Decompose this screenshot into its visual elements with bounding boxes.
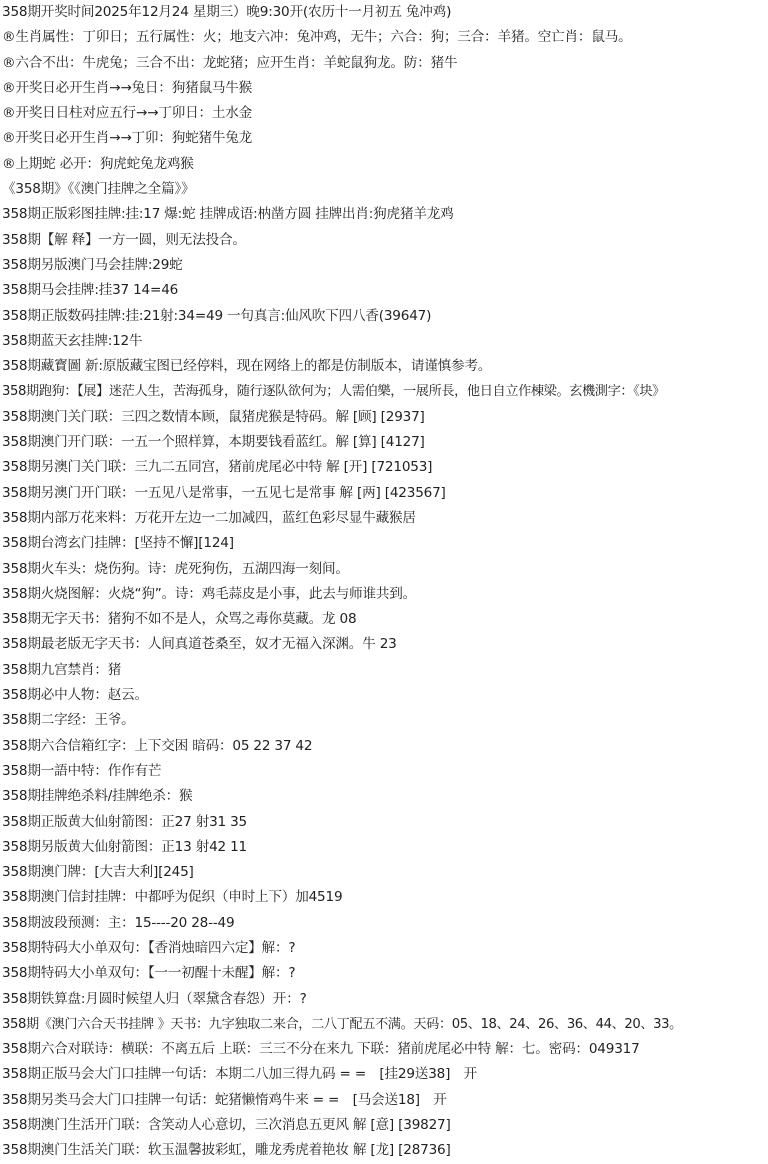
gate-plate-line: 358期正版马会大门口挂牌一句话：本期二八加三得九码 = = [挂29送38] 开 <box>2 1066 477 1083</box>
fire-picture-line: 358期火烧图解：火烧“狗”。诗：鸡毛蒜皮是小事，此去与师谁共到。 <box>2 585 417 602</box>
draw-time-line: 358期开奖时间2025年12月24 星期三）晚9:30开(农历十一月初五 兔冲鸡) <box>2 4 452 20</box>
rabbit-day-line: ®开奖日必开生肖→→兔日：狗猪鼠马牛猴 <box>2 79 253 96</box>
band-forecast-line: 358期波段预测：主：15----20 28--49 <box>2 914 235 931</box>
heaven-book-line: 358期《澳门六合天书挂牌 》天书：九字独取二来合，二八丁配五不满。天码：05、18、24、26、36、44、20、33。 <box>2 1016 682 1032</box>
internal-flowers-line: 358期内部万花来料：万花开左边一二加减四，蓝红色彩尽显牛藏猴居 <box>2 509 416 526</box>
one-word-line: 358期一語中特：作作有芒 <box>2 762 162 779</box>
train-head-line: 358期火车头：烧伤狗。诗：虎死狗伤，五湖四海一刻间。 <box>2 560 349 577</box>
mailbox-red-line: 358期六合信箱红字：上下交困 暗码：05 22 37 42 <box>2 737 313 754</box>
alt-gate-plate-line: 358期另类马会大门口挂牌一句话：蛇猪懒惰鸡牛来 = = [马会送18] 开 <box>2 1091 447 1108</box>
plate-kill-line: 358期挂牌绝杀料/挂牌绝杀：猴 <box>2 788 193 805</box>
zodiac-attribute-line: ®生肖属性：丁卯日；五行属性：火；地支六冲：兔冲鸡，无牛；六合：狗；三合：羊猪。空亡肖：鼠马。 <box>2 29 632 46</box>
size-parity-line-1: 358期特码大小单双句：【香消烛暗四六定】解：? <box>2 939 296 956</box>
life-close-couplet-line: 358期澳门生活关门联：软玉温馨披彩虹，雕龙秀虎着艳妆 解 [龙] [28736] <box>2 1142 451 1159</box>
blue-sky-plate-line: 358期蓝天玄挂牌:12牛 <box>2 332 143 349</box>
alt-macau-open-couplet-line: 358期另澳门开门联：一五见八是常事，一五见七是常事 解 [两] [423567] <box>2 484 446 501</box>
wordless-book-line: 358期无字天书：猪狗不如不是人，众骂之毒你莫藏。龙 08 <box>2 611 357 628</box>
running-dog-line: 358期跑狗：【展】迷茫人生，苦海孤身，随行逐队欲何为；人需伯樂，一展所長，他日自立作棟梁。玄機測字：《块》 <box>2 384 665 400</box>
iron-abacus-line: 358期铁算盘:月圆时候望人归（翠黛含春怨）开：? <box>2 990 307 1007</box>
liuhe-not-out-line: ®六合不出：牛虎兔；三合不出：龙蛇猪；应开生肖：羊蛇鼠狗龙。防：猪牛 <box>2 54 458 71</box>
envelope-plate-line: 358期澳门信封挂牌：中都呼为促织（申时上下）加4519 <box>2 889 343 906</box>
horse-club-plate-line: 358期马会挂牌:挂37 14=46 <box>2 282 179 299</box>
last-snake-line: ®上期蛇 必开：狗虎蛇兔龙鸡猴 <box>2 155 194 172</box>
macau-close-couplet-line: 358期澳门关门联：三四之数情本顾，鼠猪虎猴是特码。解 [顾] [2937] <box>2 408 425 425</box>
explanation-line: 358期【解 释】一方一圆，则无法投合。 <box>2 231 246 248</box>
life-open-couplet-line: 358期澳门生活开门联：含笑动人心意切，三次消息五更风 解 [意] [39827] <box>2 1117 451 1134</box>
figure-line: 358期必中人物：赵云。 <box>2 687 148 704</box>
alt-archery-line: 358期另版黄大仙射箭图：正13 射42 11 <box>2 838 248 855</box>
couplet-poem-line: 358期六合对联诗：横联：不离五后 上联：三三不分在来九 下联：猪前虎尾必中特 解：七。密码：049317 <box>2 1041 640 1058</box>
archery-line: 358期正版黄大仙射箭图：正27 射31 35 <box>2 813 248 830</box>
two-word-line: 358期二字经：王爷。 <box>2 712 135 729</box>
alt-macau-plate-line: 358期另版澳门马会挂牌:29蛇 <box>2 256 183 273</box>
treasure-map-line: 358期藏寳圖 新:原版藏宝图已经停料，现在网络上的都是仿制版本，请谨慎参考。 <box>2 358 492 375</box>
color-picture-plate-line: 358期正版彩图挂牌:挂:17 爆:蛇 挂牌成语:枘凿方圆 挂牌出肖:狗虎猪羊龙鸡 <box>2 206 454 223</box>
macau-open-couplet-line: 358期澳门开门联：一五一个照样算，本期要钱看蓝红。解 [算] [4127] <box>2 434 425 451</box>
macau-card-line: 358期澳门牌：[大吉大利][245] <box>2 864 194 881</box>
nine-palace-line: 358期九宫禁肖：猪 <box>2 661 122 678</box>
taiwan-plate-line: 358期台湾玄门挂牌：[坚持不懈][124] <box>2 535 234 552</box>
dingmao-line: ®开奖日必开生肖→→丁卯：狗蛇猪牛兔龙 <box>2 130 253 147</box>
size-parity-line-2: 358期特码大小单双句：【一一初醒十未醒】解：? <box>2 965 296 982</box>
digital-plate-line: 358期正版数码挂牌:挂:21射:34=49 一句真言:仙风吹下四八香(39647) <box>2 307 432 324</box>
oldest-wordless-book-line: 358期最老版无字天书：人间真道苍桑至，奴才无福入深渊。牛 23 <box>2 636 397 653</box>
alt-macau-close-couplet-line: 358期另澳门关门联：三九二五同宫，猪前虎尾必中特 解 [开] [721053] <box>2 459 433 476</box>
day-pillar-element-line: ®开奖日日柱对应五行→→丁卯日：土水金 <box>2 105 253 122</box>
section-title: 《358期》《《澳门挂牌之全篇》》 <box>2 181 195 198</box>
